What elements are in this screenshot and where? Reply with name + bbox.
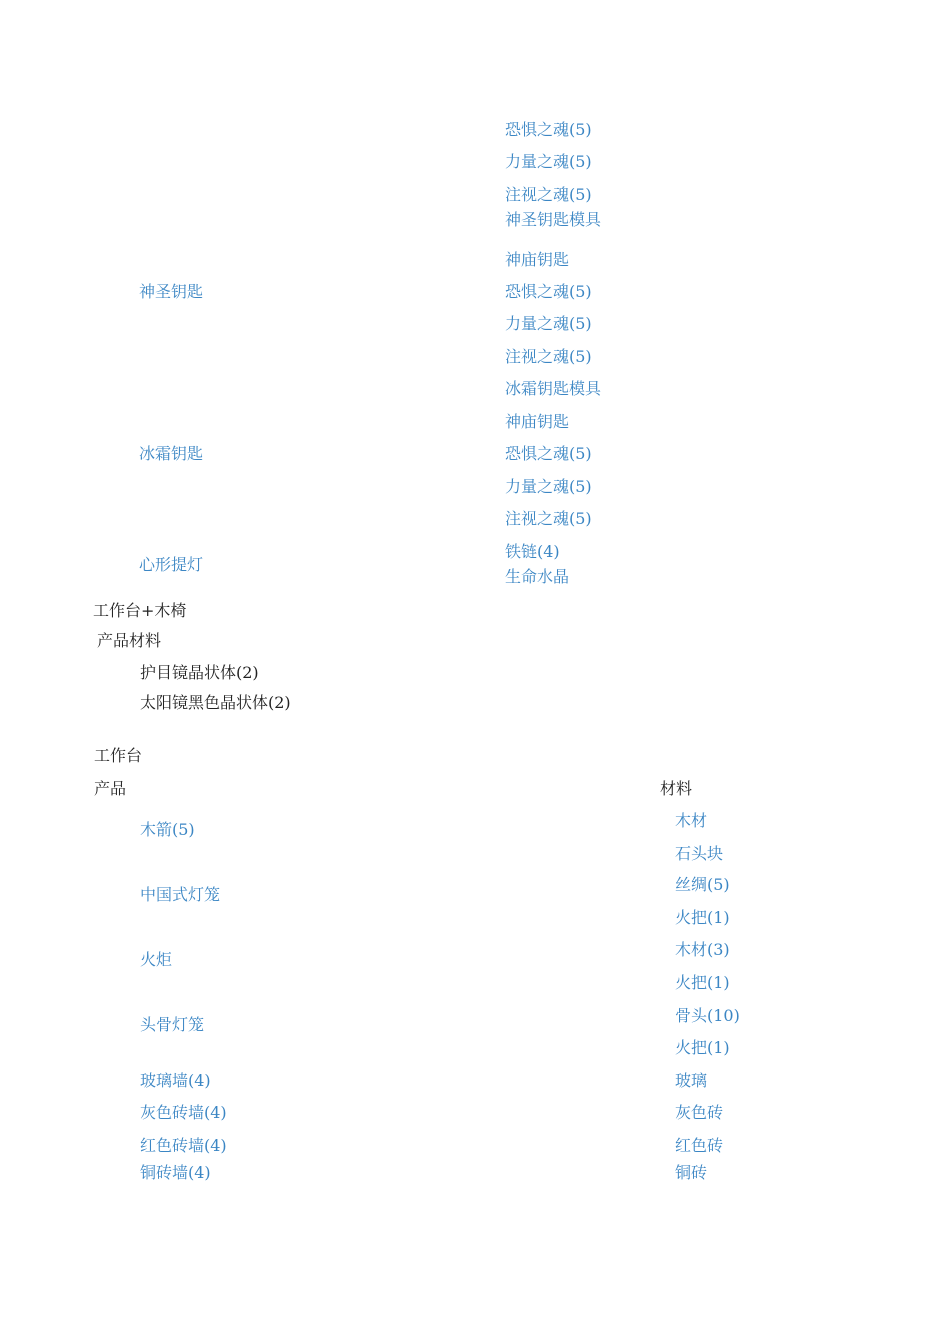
material-item[interactable]: 恐惧之魂(5) xyxy=(505,282,592,301)
list-item: 太阳镜黑色晶状体(2) xyxy=(140,693,291,712)
product-item[interactable]: 火炬 xyxy=(140,950,173,969)
material-item[interactable]: 石头块 xyxy=(675,844,724,863)
material-item[interactable]: 火把(1) xyxy=(675,973,730,992)
material-item[interactable]: 生命水晶 xyxy=(505,567,570,586)
material-item[interactable]: 力量之魂(5) xyxy=(505,314,592,333)
product-item[interactable]: 红色砖墙(4) xyxy=(140,1136,227,1155)
material-item[interactable]: 神圣钥匙模具 xyxy=(505,210,602,229)
material-item[interactable]: 注视之魂(5) xyxy=(505,185,592,204)
material-item[interactable]: 木材(3) xyxy=(675,940,730,959)
column-header-material: 材料 xyxy=(660,779,693,798)
product-item[interactable]: 冰霜钥匙 xyxy=(139,444,204,463)
product-item[interactable]: 铜砖墙(4) xyxy=(140,1163,211,1182)
material-item[interactable]: 红色砖 xyxy=(675,1136,724,1155)
material-item[interactable]: 丝绸(5) xyxy=(675,875,730,894)
product-item[interactable]: 中国式灯笼 xyxy=(140,885,221,904)
list-item: 护目镜晶状体(2) xyxy=(140,663,259,682)
material-item[interactable]: 力量之魂(5) xyxy=(505,152,592,171)
column-header-product: 产品 xyxy=(94,779,127,798)
material-item[interactable]: 恐惧之魂(5) xyxy=(505,444,592,463)
product-item[interactable]: 木箭(5) xyxy=(140,820,195,839)
product-item[interactable]: 灰色砖墙(4) xyxy=(140,1103,227,1122)
material-item[interactable]: 力量之魂(5) xyxy=(505,477,592,496)
material-item[interactable]: 火把(1) xyxy=(675,1038,730,1057)
material-item[interactable]: 神庙钥匙 xyxy=(505,250,570,269)
product-item[interactable]: 心形提灯 xyxy=(139,555,204,574)
material-item[interactable]: 注视之魂(5) xyxy=(505,509,592,528)
material-item[interactable]: 铁链(4) xyxy=(505,542,560,561)
section-title: 工作台+木椅 xyxy=(93,601,187,620)
material-item[interactable]: 火把(1) xyxy=(675,908,730,927)
material-item[interactable]: 玻璃 xyxy=(675,1071,708,1090)
product-item[interactable]: 神圣钥匙 xyxy=(139,282,204,301)
section-title: 工作台 xyxy=(94,746,143,765)
material-item[interactable]: 灰色砖 xyxy=(675,1103,724,1122)
material-item[interactable]: 神庙钥匙 xyxy=(505,412,570,431)
material-item[interactable]: 铜砖 xyxy=(675,1163,708,1182)
material-item[interactable]: 骨头(10) xyxy=(675,1006,740,1025)
column-header: 产品材料 xyxy=(97,631,162,650)
material-item[interactable]: 恐惧之魂(5) xyxy=(505,120,592,139)
material-item[interactable]: 冰霜钥匙模具 xyxy=(505,379,602,398)
material-item[interactable]: 木材 xyxy=(675,811,708,830)
product-item[interactable]: 头骨灯笼 xyxy=(140,1015,205,1034)
product-item[interactable]: 玻璃墙(4) xyxy=(140,1071,211,1090)
material-item[interactable]: 注视之魂(5) xyxy=(505,347,592,366)
